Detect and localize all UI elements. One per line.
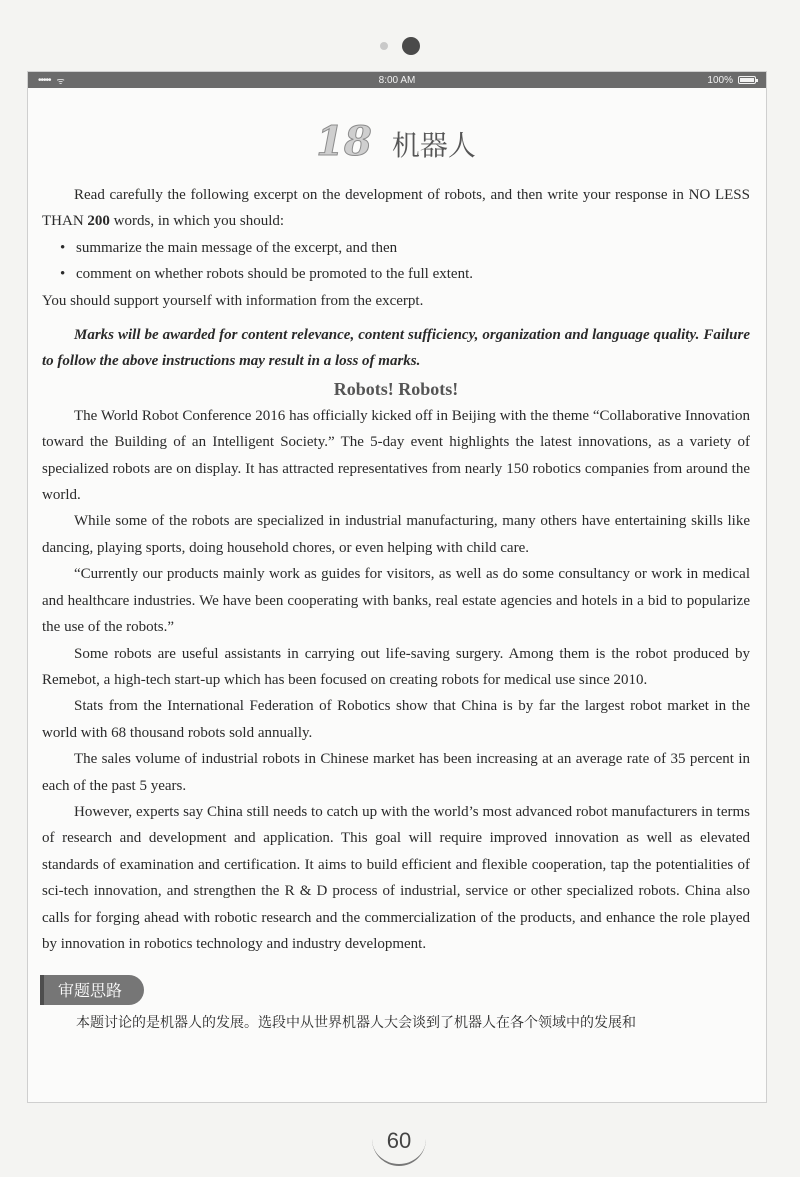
article-paragraph: Stats from the International Federation of Robotics show that China is by far the largest robot market in the world with 68 thousand robots sold annually. bbox=[42, 698, 750, 741]
article-paragraph: The sales volume of industrial robots in Chinese market has been increasing at an average rate of 35 percent in each of the past 5 years. bbox=[42, 751, 750, 794]
chapter-number: 18 bbox=[316, 118, 372, 165]
article-paragraph: “Currently our products mainly work as guides for visitors, as well as do some consultancy or work in medical and healthcare industries. We have been cooperating with banks, real estate agencies and hotels in a bid to popularize the use of the robots.” bbox=[42, 566, 750, 636]
camera-lens bbox=[402, 37, 420, 55]
article-title: Robots! Robots! bbox=[333, 378, 459, 399]
signal-icon: ••••• bbox=[38, 74, 51, 86]
page-number: 60 bbox=[372, 1118, 426, 1166]
marks-note: Marks will be awarded for content relevance, content sufficiency, organization and language quality. Failure to follow the above instructions may result in a loss of marks. bbox=[42, 327, 750, 370]
instruction-bullet: • comment on whether robots should be promoted to the full extent. bbox=[42, 261, 750, 287]
instruction-bullet: • summarize the main message of the excerpt, and then bbox=[42, 235, 750, 261]
device-camera bbox=[0, 34, 800, 58]
status-bar bbox=[28, 72, 766, 88]
chapter-heading bbox=[42, 118, 750, 168]
wifi-icon: ᯤ bbox=[56, 75, 65, 86]
word-count: 200 bbox=[87, 213, 110, 230]
instructions-text: Read carefully the following excerpt on the development of robots, and then write your response in NO LESS THAN 200 words, in which you should: bbox=[42, 187, 750, 230]
article-paragraph: However, experts say China still needs to catch up with the world’s most advanced robot manufacturers in terms of research and development and application. This goal will require improved innovation as well as elevated standards of examination and certification. It aims to build efficient and flexible cooperation, tap the potentialities of sci-tech innovation, and strengthen the R & D process of industrial, service or other specialized robots. China also calls for forging ahead with robotic research and the commercialization of the products, and enhance the role played by innovation in robotics technology and industry development. bbox=[42, 803, 750, 952]
analysis-tag: 审题思路 bbox=[40, 975, 144, 1005]
battery-icon bbox=[738, 76, 756, 84]
sensor-dot bbox=[380, 42, 388, 50]
reader-screen[interactable] bbox=[27, 71, 767, 1103]
article-paragraph: The World Robot Conference 2016 has officially kicked off in Beijing with the theme “Collaborative Innovation toward the Building of an Intelligent Society.” The 5-day event highlights the latest innovations, as a variety of specialized robots are on display. It has attracted representatives from nearly 150 robotics companies from around the world. bbox=[42, 407, 750, 504]
support-text: You should support yourself with information from the excerpt. bbox=[42, 292, 424, 309]
analysis-text: 本题讨论的是机器人的发展。选段中从世界机器人大会谈到了机器人在各个领域中的发展和 bbox=[76, 1015, 636, 1032]
article-paragraph: While some of the robots are specialized in industrial manufacturing, many others have entertaining skills like dancing, playing sports, doing household chores, or even helping with child care. bbox=[42, 513, 750, 556]
chapter-title: 机器人 bbox=[391, 129, 476, 162]
battery-percent: 100% bbox=[707, 74, 733, 86]
status-time: 8:00 AM bbox=[378, 74, 416, 86]
article-paragraph: Some robots are useful assistants in carrying out life-saving surgery. Among them is the robot produced by Remebot, a high-tech start-up which has been focused on creating robots for medical use since 2010. bbox=[42, 645, 750, 688]
page-content bbox=[28, 118, 766, 1035]
